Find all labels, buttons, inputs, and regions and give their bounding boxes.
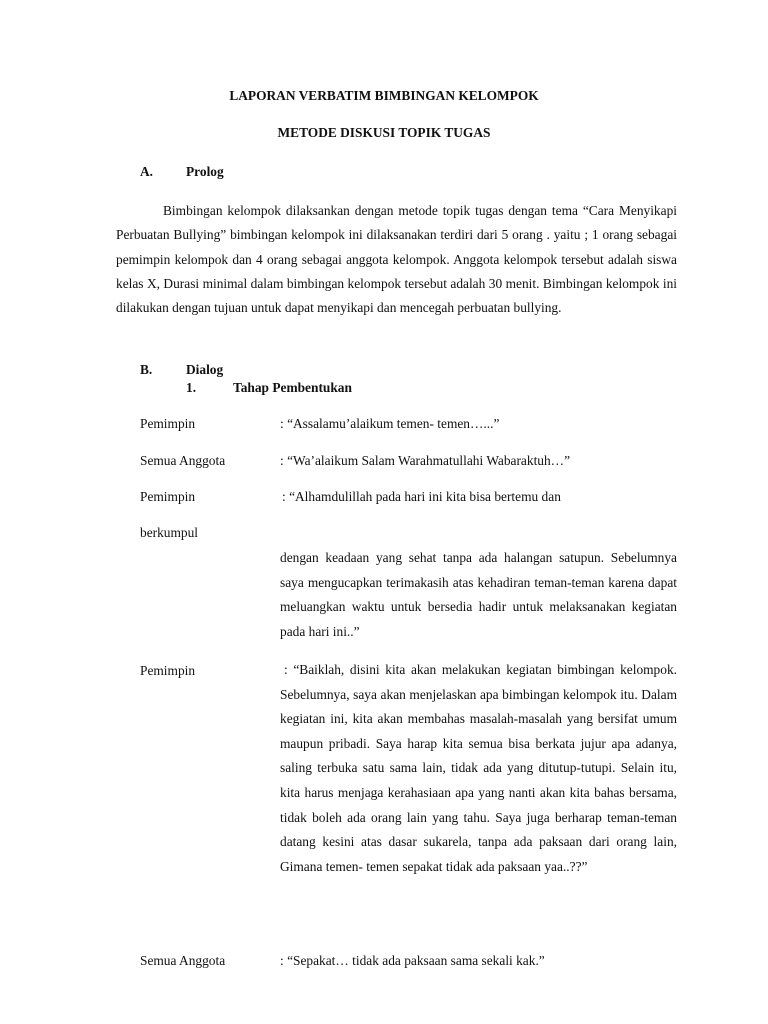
dialog-speaker: Pemimpin bbox=[140, 489, 196, 504]
dialog-speaker: Pemimpin bbox=[140, 416, 196, 431]
dialog-speaker: Semua Anggota bbox=[140, 953, 226, 968]
section-b-letter: B. bbox=[140, 362, 153, 377]
dialog-text: : “Sepakat… tidak ada paksaan sama sekali kak.” bbox=[280, 953, 545, 968]
dialog-text-block bbox=[280, 658, 677, 879]
page-subtitle: METODE DISKUSI TOPIK TUGAS bbox=[277, 125, 491, 140]
dialog-text: : “Baiklah, disini kita akan melakukan kegiatan bimbingan kelompok. Sebelumnya, saya akan menjelaskan apa bimbingan kelompok itu. Dalam kegiatan ini, kita akan membahas masalah-masalah yang bersifat umum maupun pribadi. Saya harap kita semua bisa berkata jujur apa adanya, saling terbuka satu sama lain, tidak ada yang ditutup-tutupi. Selain itu, kita harus menjaga kerahasiaan apa yang nanti akan kita bahas bersama, tidak boleh ada orang lain yang tahu. Saya juga berharap teman-teman datang kesini atas dasar sukarela, tanpa ada paksaan dari orang lain, Gimana temen- temen sepakat tidak ada paksaan yaa..??” bbox=[280, 662, 677, 874]
prolog-text: Bimbingan kelompok dilaksankan dengan metode topik tugas dengan tema “Cara Menyikapi Perbuatan Bullying” bimbingan kelompok ini dilaksanakan terdiri dari 5 orang . yaitu ; 1 orang sebagai pemimpin kelompok dan 4 orang sebagai anggota kelompok. Anggota kelompok tersebut adalah siswa kelas X, Durasi minimal dalam bimbingan kelompok tersebut adalah 30 menit. Bimbingan kelompok ini dilakukan dengan tujuan untuk dapat menyikapi dan mencegah perbuatan bullying. bbox=[116, 203, 677, 316]
page-title: LAPORAN VERBATIM BIMBINGAN KELOMPOK bbox=[229, 88, 539, 103]
dialog-speaker: Pemimpin bbox=[140, 663, 196, 678]
dialog-text: : “Alhamdulillah pada hari ini kita bisa bertemu dan bbox=[282, 489, 561, 504]
subsection-number: 1. bbox=[186, 380, 197, 395]
dialog-text: : “Wa’alaikum Salam Warahmatullahi Wabaraktuh…” bbox=[280, 453, 571, 468]
dialog-continuation: dengan keadaan yang sehat tanpa ada halangan satupun. Sebelumnya saya mengucapkan terimakasih atas kehadiran teman-teman karena dapat meluangkan waktu untuk bersedia hadir untuk melaksanakan kegiatan pada hari ini..” bbox=[280, 550, 677, 639]
dialog-text: : “Assalamu’alaikum temen- temen…...” bbox=[280, 416, 500, 431]
section-b-heading: Dialog bbox=[186, 362, 224, 377]
subsection-heading: Tahap Pembentukan bbox=[233, 380, 352, 395]
section-a-heading: Prolog bbox=[186, 164, 224, 179]
prolog-paragraph bbox=[116, 199, 677, 320]
dialog-speaker: Semua Anggota bbox=[140, 453, 226, 468]
section-a-letter: A. bbox=[140, 164, 154, 179]
dialog-wrap-word: berkumpul bbox=[140, 525, 199, 540]
